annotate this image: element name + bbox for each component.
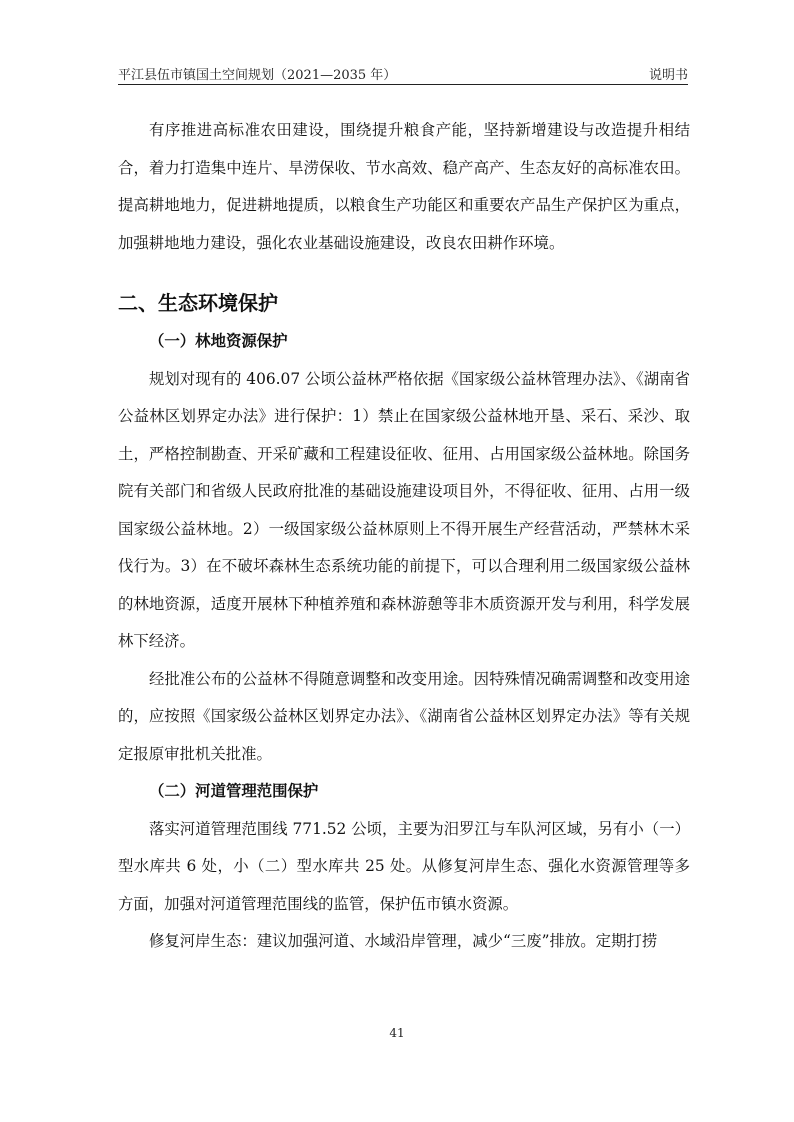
section-heading: 二、生态环境保护 [118, 291, 278, 315]
subsection-heading-river: （二）河道管理范围保护 [149, 782, 319, 800]
page-number: 41 [389, 1026, 405, 1040]
document-type: 说明书 [648, 68, 688, 83]
subsection-heading-forest: （一）林地资源保护 [149, 332, 288, 350]
paragraph-riverbank-restoration: 修复河岸生态：建议加强河道、水域沿岸管理，减少“三废”排放。定期打捞 [149, 932, 658, 950]
paragraph-forest-adjustment: 经批准公布的公益林不得随意调整和改变用途。因特殊情况确需调整和改变用途的，应按照《国家级公益林区划界定办法》、《湖南省公益林区划界定办法》等有关规定报原审批机关批准。 [118, 669, 690, 763]
paragraph-farmland: 有序推进高标准农田建设，围绕提升粮食产能，坚持新增建设与改造提升相结合，着力打造集中连片、旱涝保收、节水高效、稳产高产、生态友好的高标准农田。提高耕地地力，促进耕地提质，以粮食生产功能区和重要农产品生产保护区为重点，加强耕地地力建设，强化农业基础设施建设，改良农田耕作环境。 [118, 121, 690, 252]
paragraph-forest-protection: 规划对现有的 406.07 公顷公益林严格依据《国家级公益林管理办法》、《湖南省公益林区划界定办法》进行保护：1）禁止在国家级公益林地开垦、采石、采沙、取土，严格控制勘查、开采矿藏和工程建设征收、征用、占用国家级公益林地。除国务院有关部门和省级人民政府批准的基础设施建设项目外，不得征收、征用、占用一级国家级公益林地。2）一级国家级公益林原则上不得开展生产经营活动，严禁林木采伐行为。3）在不破坏森林生态系统功能的前提下，可以合理利用二级国家级公益林的林地资源，适度开展林下种植养殖和森林游憩等非木质资源开发与利用，科学发展林下经济。 [118, 369, 690, 650]
paragraph-river-management: 落实河道管理范围线 771.52 公顷，主要为汨罗江与车队河区域，另有小（一）型水库共 6 处，小（二）型水库共 25 处。从修复河岸生态、强化水资源管理等多方面，加强对河道管理范围线的监管，保护伍市镇水资源。 [118, 819, 690, 913]
page-body [118, 112, 690, 961]
document-title: 平江县伍市镇国土空间规划（2021—2035 年） [118, 68, 397, 83]
page-header [118, 62, 688, 85]
